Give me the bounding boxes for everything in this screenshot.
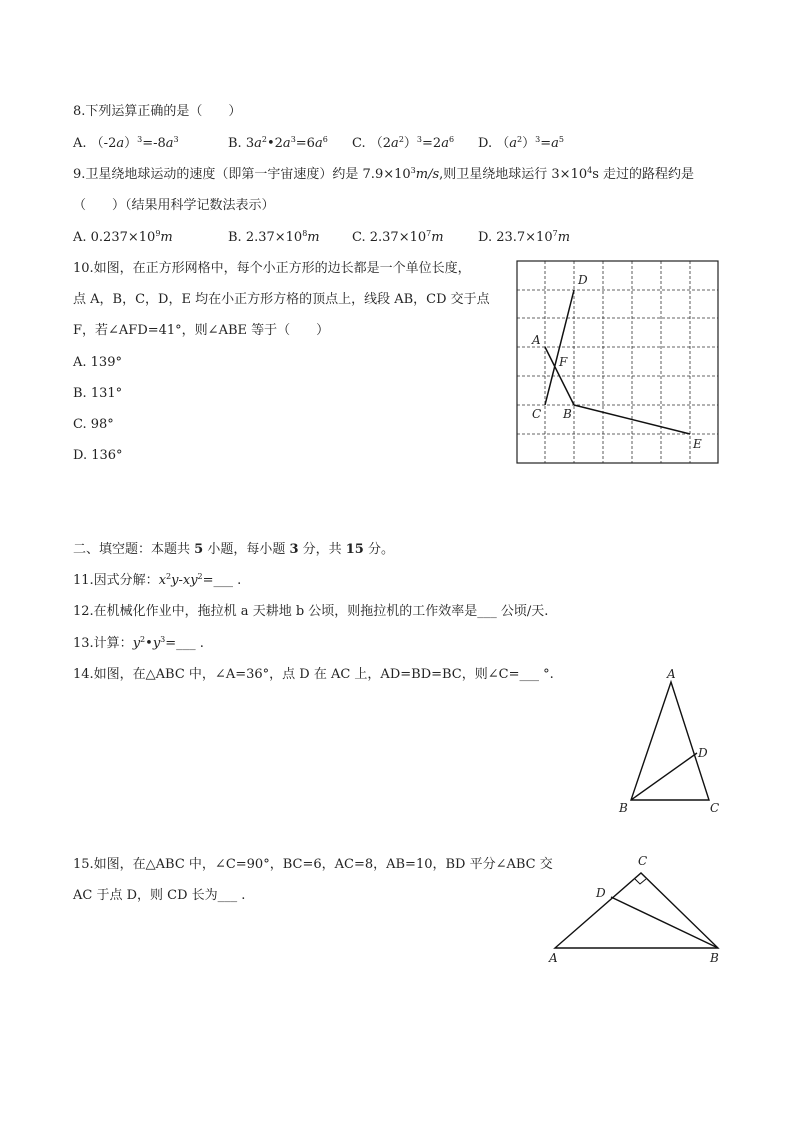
q10-stem-line3: F，若∠AFD=41°，则∠ABE 等于（ ） [73,323,330,338]
q8-option-c: C. $(2a^2)^3=2a^6$ [352,135,455,151]
label-b: B [619,801,628,815]
q15-stem-line1: 15.如图，在△ABC 中，∠C=90°，BC=6，AC=8，AB=10，BD 平分∠ABC 交 [73,857,553,872]
q10-option-d: D. 136° [73,448,123,463]
label-f: F [559,355,568,369]
q14-text: 14.如图，在△ABC 中，∠A=36°，点 D 在 AC 上，AD=BD=BC，则∠C=___ °. [73,667,554,682]
q8-option-a: A. $(-2a)^3=-8a^3$ [73,135,179,151]
label-a: A [549,951,558,965]
label-a: A [667,667,676,681]
triangle-abc [631,682,709,800]
label-d: D [596,886,606,900]
label-c: C [638,854,648,868]
q10-grid-figure [516,260,721,466]
label-d: D [578,273,588,287]
segment-cd [545,290,574,405]
label-c: C [710,801,720,815]
label-c: C [532,407,542,421]
q9-stem-line1: 9.卫星绕地球运动的速度（即第一宇宙速度）约是 $7.9\times 10^3m/s$,则卫星绕地球运行 $3\times 10^4s$ 走过的路程约是 [73,166,695,182]
label-b: B [710,951,719,965]
q9-option-b: B. $2.37\times 10^8m$ [228,229,320,245]
q9-option-c: C. $2.37\times 10^7m$ [352,229,444,245]
label-d: D [698,746,708,760]
q12-text: 12.在机械化作业中，拖拉机 a 天耕地 b 公顷，则拖拉机的工作效率是___ 公顷/天. [73,604,549,619]
segment-bd [611,897,718,948]
q13-text: 13.计算：$y^2•y^3=\_\_\_$ . [73,635,204,651]
label-a: A [532,333,541,347]
segment-bd [631,753,697,800]
q15-stem-line2: AC 于点 D，则 CD 长为___ . [73,888,246,903]
q10-stem-line1: 10.如图，在正方形网格中，每个小正方形的边长都是一个单位长度， [73,261,471,276]
right-angle-mark [635,879,646,884]
q11-text: 11.因式分解：$x^2y-xy^2=\_\_\_$ . [73,572,242,588]
section2-title: 二、填空题：本题共 5 小题，每小题 3 分，共 15 分。 [73,542,394,557]
q8-option-d: D. $(a^2)^3=a^5$ [478,135,564,151]
label-b: B [563,407,572,421]
q8-stem: 8.下列运算正确的是（ ） [73,104,242,119]
q9-option-a: A. $0.237\times 10^9m$ [73,229,173,245]
q10-option-c: C. 98° [73,417,114,432]
q9-stem-line2: （ ）（结果用科学记数法表示） [73,198,275,213]
q8-option-b: B. $3a^2•2a^3=6a^6$ [228,135,328,151]
q15-triangle-figure [545,852,725,967]
q10-option-b: B. 131° [73,386,123,401]
q10-option-a: A. 139° [73,355,122,370]
label-e: E [693,437,702,451]
segment-be [574,405,690,434]
q14-triangle-figure [612,664,727,819]
q9-option-d: D. $23.7\times 10^7m$ [478,229,571,245]
q10-stem-line2: 点 A，B，C，D，E 均在小正方形方格的顶点上，线段 AB，CD 交于点 [73,292,490,307]
